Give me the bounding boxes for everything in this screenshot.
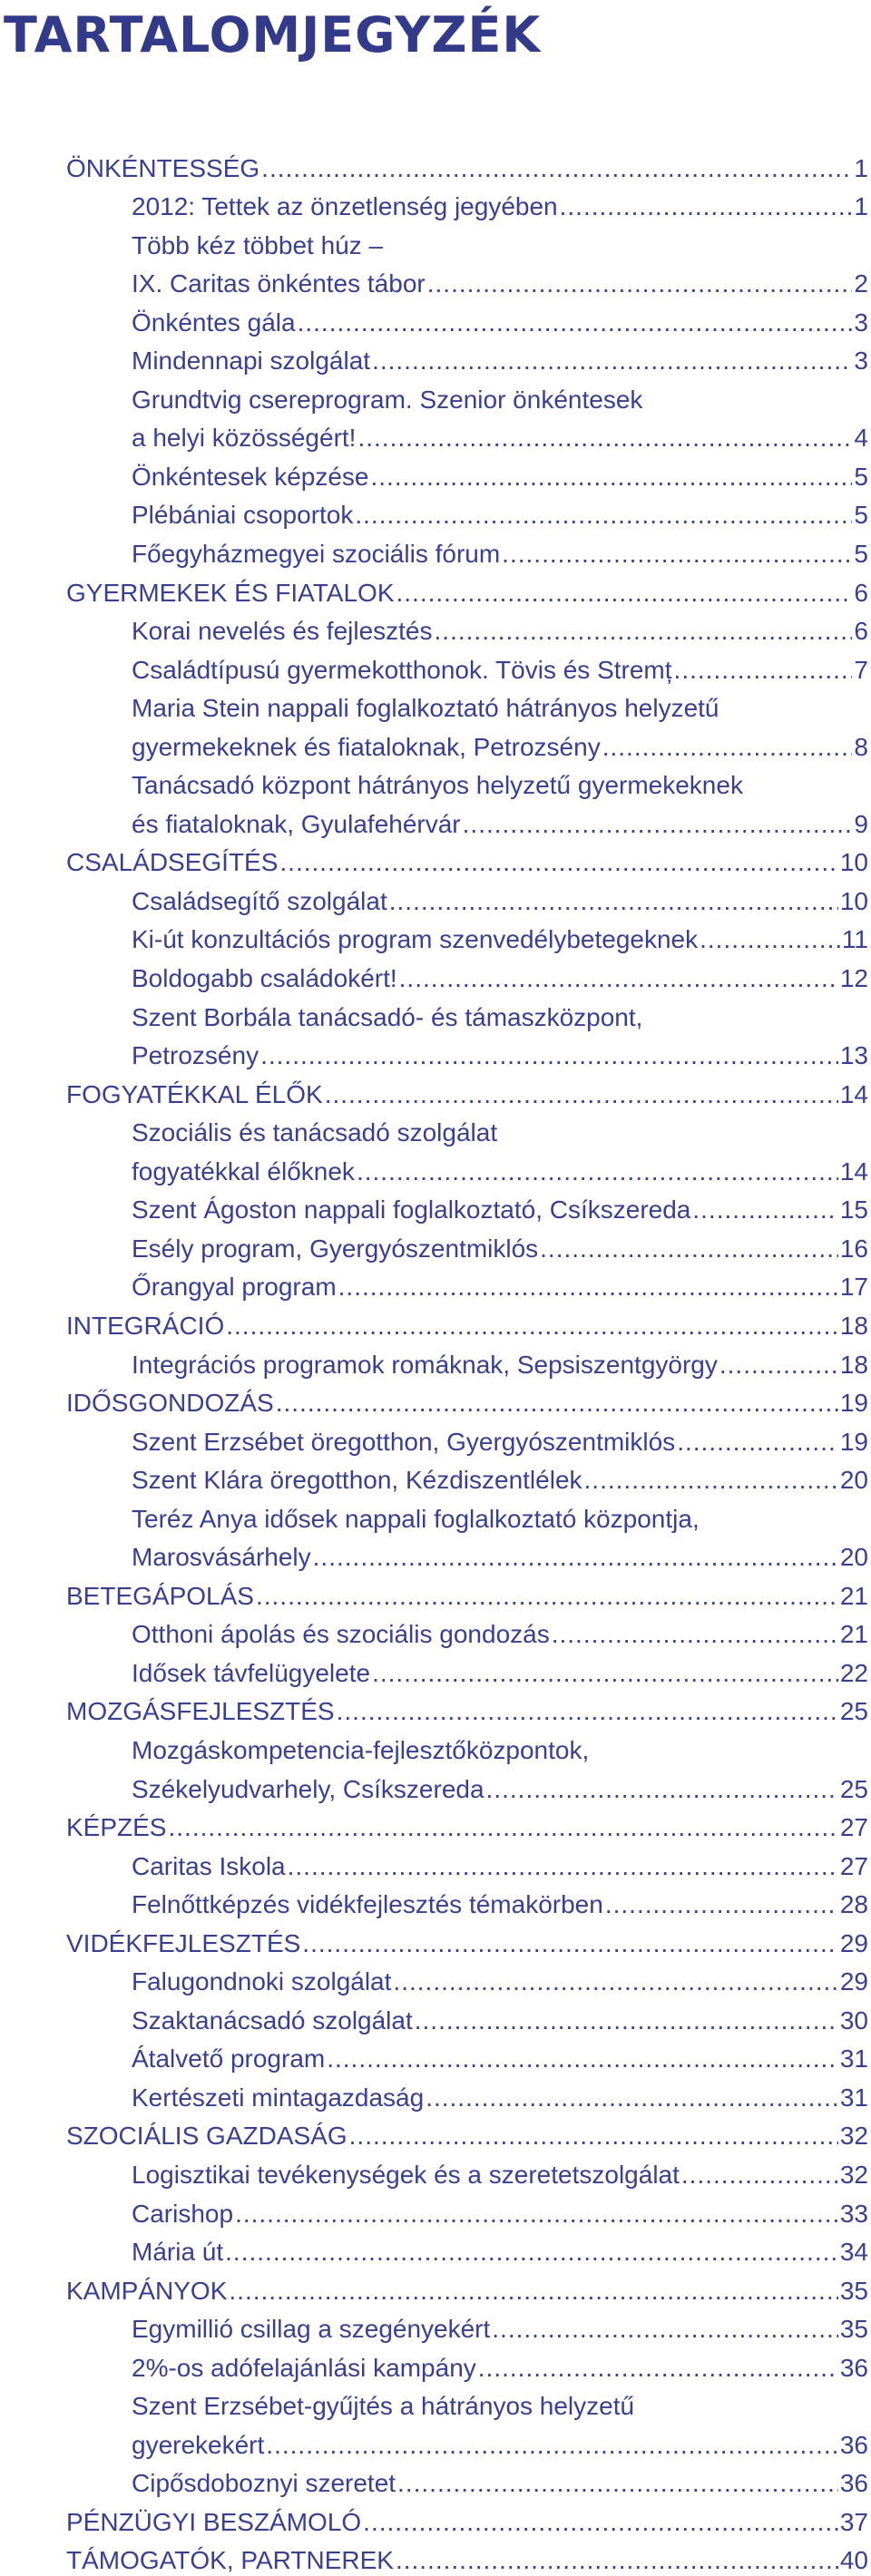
toc-page-number: 20 xyxy=(839,1466,868,1495)
toc-section-entry[interactable] xyxy=(66,1381,868,1420)
toc-page-number: 32 xyxy=(839,2122,868,2151)
toc-entry-label: Szent Borbála tanácsadó- és támaszközpont, xyxy=(132,1002,643,1031)
toc-page-number: 36 xyxy=(839,2469,868,2498)
toc-page-number: 3 xyxy=(854,307,868,337)
toc-subentry[interactable] xyxy=(66,1264,868,1303)
toc-entry-label: Több kéz többet húz – xyxy=(132,230,384,259)
toc-entry-label: Esély program, Gyergyószentmiklós xyxy=(132,1234,539,1263)
toc-page-number: 28 xyxy=(839,1890,868,1919)
dot-leader xyxy=(371,462,853,493)
toc-page-number: 34 xyxy=(839,2238,868,2267)
toc-entry-label: Szent Erzsébet öregotthon, Gyergyószentmiklós xyxy=(132,1427,676,1456)
toc-entry-line[interactable] xyxy=(66,763,868,802)
toc-entry-line[interactable] xyxy=(66,376,868,415)
toc-page-number: 25 xyxy=(839,1774,868,1803)
dot-leader xyxy=(681,2160,838,2191)
toc-page-number: 17 xyxy=(839,1273,868,1302)
toc-page-number: 31 xyxy=(839,2044,868,2073)
dot-leader xyxy=(260,1040,838,1071)
toc-page-number: 15 xyxy=(839,1195,868,1225)
dot-leader xyxy=(349,2121,838,2152)
toc-subentry[interactable] xyxy=(66,261,868,300)
toc-entry-label: Ki-út konzultációs program szenvedélybetegeknek xyxy=(132,925,699,954)
toc-subentry[interactable] xyxy=(66,1225,868,1264)
toc-subentry[interactable] xyxy=(66,184,868,223)
toc-section-entry[interactable] xyxy=(66,840,868,879)
toc-entry-label: Székelyudvarhely, Csíkszereda xyxy=(132,1774,484,1803)
toc-page-number: 22 xyxy=(839,1658,868,1687)
dot-leader xyxy=(372,346,852,376)
toc-subentry[interactable] xyxy=(66,1843,868,1882)
toc-entry-label: Mária út xyxy=(132,2238,224,2267)
toc-section-entry[interactable] xyxy=(66,1071,868,1110)
toc-subentry[interactable] xyxy=(66,1187,868,1226)
toc-subentry[interactable] xyxy=(66,1458,868,1497)
toc-entry-label: Tanácsadó központ hátrányos helyzetű gyermekeknek xyxy=(132,771,743,800)
dot-leader xyxy=(677,1427,838,1458)
toc-entry-label: Idősek távfelügyelete xyxy=(132,1658,371,1687)
toc-subentry[interactable] xyxy=(66,878,868,917)
toc-entry-line[interactable] xyxy=(66,1496,868,1535)
dot-leader xyxy=(415,2005,838,2036)
toc-entry-label: VIDÉKFEJLESZTÉS xyxy=(66,1928,301,1957)
toc-entry-label: Mozgáskompetencia-fejlesztőközpontok, xyxy=(132,1735,590,1764)
toc-page-number: 14 xyxy=(839,1156,868,1186)
toc-entry-label: IDŐSGONDOZÁS xyxy=(66,1389,274,1418)
toc-entry-label: fogyatékkal élőknek xyxy=(132,1156,355,1186)
toc-entry-label: 2%-os adófelajánlási kampány xyxy=(132,2353,476,2382)
toc-entry-label: Cipősdoboznyi szeretet xyxy=(132,2469,396,2498)
dot-leader xyxy=(397,2468,838,2499)
toc-section-entry[interactable] xyxy=(66,1805,868,1844)
toc-subentry[interactable] xyxy=(66,1342,868,1381)
dot-leader xyxy=(372,1658,838,1689)
toc-page-number: 21 xyxy=(839,1581,868,1610)
toc-entry-label: Egymillió csillag a szegényekért xyxy=(132,2315,491,2344)
dot-leader xyxy=(302,1928,838,1959)
toc-entry-label: Boldogabb családokért! xyxy=(132,964,397,993)
toc-entry-label: Családtípusú gyermekotthonok. Tövis és Stremț xyxy=(132,655,672,684)
toc-subentry[interactable] xyxy=(66,1612,868,1651)
toc-entry-label: és fiataloknak, Gyulafehérvár xyxy=(132,809,461,838)
toc-entry-label: TÁMOGATÓK, PARTNEREK xyxy=(66,2546,394,2575)
toc-entry-label: INTEGRÁCIÓ xyxy=(66,1311,225,1340)
toc-entry-label: KÉPZÉS xyxy=(66,1813,167,1842)
dot-leader xyxy=(226,1311,838,1342)
toc-page-number: 19 xyxy=(839,1389,868,1418)
dot-leader xyxy=(229,2276,837,2307)
dot-leader xyxy=(325,1079,838,1110)
dot-leader xyxy=(399,963,838,994)
dot-leader xyxy=(261,153,852,184)
toc-page-number: 7 xyxy=(854,655,868,684)
toc-subentry[interactable] xyxy=(66,647,868,686)
toc-entry-label: Falugondnoki szolgálat xyxy=(132,1967,392,1996)
toc-section-entry[interactable] xyxy=(66,1573,868,1612)
toc-page-number: 33 xyxy=(839,2199,868,2228)
page-title: TARTALOMJEGYZÉK xyxy=(4,6,542,63)
toc-subentry[interactable] xyxy=(66,338,868,377)
toc-subentry[interactable] xyxy=(66,2307,868,2346)
dot-leader xyxy=(355,500,852,531)
toc-page-number: 27 xyxy=(839,1851,868,1880)
dot-leader xyxy=(338,1272,838,1303)
dot-leader xyxy=(584,1465,838,1496)
toc-subentry[interactable] xyxy=(66,1033,868,1072)
toc-entry-label: Szaktanácsadó szolgálat xyxy=(132,2005,413,2034)
dot-leader xyxy=(502,539,852,570)
dot-leader xyxy=(560,191,853,222)
dot-leader xyxy=(279,847,837,878)
toc-page-number: 5 xyxy=(854,540,868,569)
toc-page-number: 14 xyxy=(839,1079,868,1108)
toc-page-number: 25 xyxy=(839,1697,868,1726)
toc-entry-label: Szent Erzsébet-gyűjtés a hátrányos helyzetű xyxy=(132,2392,635,2421)
toc-page-number: 18 xyxy=(839,1350,868,1379)
toc-subentry[interactable] xyxy=(66,493,868,532)
toc-entry-label: BETEGÁPOLÁS xyxy=(66,1581,254,1610)
toc-entry-label: a helyi közösségért! xyxy=(132,424,357,453)
toc-subentry[interactable] xyxy=(66,2230,868,2269)
toc-entry-label: Kertészeti mintagazdaság xyxy=(132,2083,425,2112)
dot-leader xyxy=(427,268,853,299)
toc-subentry[interactable] xyxy=(66,955,868,994)
toc-subentry[interactable] xyxy=(66,2345,868,2384)
toc-page-number: 3 xyxy=(854,346,868,376)
toc-entry-label: ÖNKÉNTESSÉG xyxy=(66,153,260,182)
dot-leader xyxy=(552,1619,838,1650)
toc-entry-label: Átalvető program xyxy=(132,2044,326,2073)
dot-leader xyxy=(435,616,853,647)
toc-page-number: 29 xyxy=(839,1928,868,1957)
toc-entry-line[interactable] xyxy=(66,1727,868,1766)
toc-section-entry[interactable] xyxy=(66,1689,868,1728)
toc-entry-label: Teréz Anya idősek nappali foglalkoztató központja, xyxy=(132,1504,700,1533)
toc-subentry[interactable] xyxy=(66,299,868,338)
toc-page-number: 16 xyxy=(839,1234,868,1263)
toc-entry-label: GYERMEKEK ÉS FIATALOK xyxy=(66,578,395,607)
dot-leader xyxy=(337,1696,838,1727)
toc-entry-label: PÉNZÜGYI BESZÁMOLÓ xyxy=(66,2507,362,2536)
toc-page-number: 18 xyxy=(839,1311,868,1340)
toc-entry-label: Korai nevelés és fejlesztés xyxy=(132,617,433,646)
toc-subentry[interactable] xyxy=(66,2074,868,2113)
dot-leader xyxy=(605,1889,838,1920)
dot-leader xyxy=(540,1234,838,1264)
dot-leader xyxy=(486,1774,838,1805)
toc-page-number: 5 xyxy=(854,501,868,530)
dot-leader xyxy=(674,655,853,686)
toc-entry-label: Szent Ágoston nappali foglalkoztató, Csíkszereda xyxy=(132,1195,691,1225)
dot-leader xyxy=(168,1812,837,1843)
toc-subentry[interactable] xyxy=(66,1535,868,1574)
toc-section-entry[interactable] xyxy=(66,2268,868,2307)
toc-entry-label: gyerekekért xyxy=(132,2430,265,2459)
toc-subentry[interactable] xyxy=(66,1959,868,1998)
dot-leader xyxy=(357,1156,838,1187)
toc-entry-label: Logisztikai tevékenységek és a szeretetszolgálat xyxy=(132,2160,680,2189)
dot-leader xyxy=(396,2545,838,2576)
toc-entry-label: SZOCIÁLIS GAZDASÁG xyxy=(66,2122,347,2151)
dot-leader xyxy=(602,732,853,763)
toc-subentry[interactable] xyxy=(66,454,868,493)
toc-entry-label: Plébániai csoportok xyxy=(132,501,354,530)
toc-entry-label: Felnőttképzés vidékfejlesztés témakörben xyxy=(132,1890,603,1919)
toc-subentry[interactable] xyxy=(66,1419,868,1458)
toc-subentry[interactable] xyxy=(66,1997,868,2036)
toc-entry-label: IX. Caritas önkéntes tábor xyxy=(132,269,426,298)
toc-section-entry[interactable] xyxy=(66,2538,868,2576)
dot-leader xyxy=(463,809,853,840)
toc-subentry[interactable] xyxy=(66,2191,868,2230)
toc-page-number: 5 xyxy=(854,462,868,491)
toc-entry-label: KAMPÁNYOK xyxy=(66,2276,228,2305)
toc-section-entry[interactable] xyxy=(66,2113,868,2152)
toc-subentry[interactable] xyxy=(66,2036,868,2075)
dot-leader xyxy=(357,423,852,454)
toc-page-number: 29 xyxy=(839,1967,868,1996)
toc-entry-label: Őrangyal program xyxy=(132,1273,337,1302)
toc-section-entry[interactable] xyxy=(66,145,868,184)
toc-page-number: 37 xyxy=(839,2507,868,2536)
toc-page-number: 2 xyxy=(854,269,868,298)
toc-page-number: 35 xyxy=(839,2276,868,2305)
toc-subentry[interactable] xyxy=(66,917,868,956)
toc-page-number: 32 xyxy=(839,2160,868,2189)
dot-leader xyxy=(692,1195,837,1225)
dot-leader xyxy=(298,307,853,338)
toc-page-number: 36 xyxy=(839,2430,868,2459)
toc-entry-label: Integrációs programok romáknak, Sepsiszentgyörgy xyxy=(132,1350,718,1379)
toc-entry-label: Mindennapi szolgálat xyxy=(132,346,371,376)
toc-section-entry[interactable] xyxy=(66,1920,868,1959)
toc-page-number: 10 xyxy=(839,886,868,915)
toc-entry-label: Önkéntes gála xyxy=(132,307,296,337)
dot-leader xyxy=(235,2199,838,2230)
toc-page-number: 30 xyxy=(839,2005,868,2034)
toc-entry-line[interactable] xyxy=(66,1110,868,1149)
toc-entry-label: Szociális és tanácsadó szolgálat xyxy=(132,1118,498,1147)
toc-subentry[interactable] xyxy=(66,415,868,454)
dot-leader xyxy=(700,924,840,955)
toc-subentry[interactable] xyxy=(66,531,868,570)
toc-page-number: 10 xyxy=(839,848,868,877)
toc-page-number: 12 xyxy=(839,964,868,993)
toc-section-entry[interactable] xyxy=(66,2499,868,2538)
toc-entry-label: Caritas Iskola xyxy=(132,1851,286,1880)
toc-entry-label: Petrozsény xyxy=(132,1041,259,1070)
toc-entry-line[interactable] xyxy=(66,222,868,261)
toc-entry-label: Önkéntesek képzése xyxy=(132,462,369,491)
toc-page-number: 20 xyxy=(839,1543,868,1572)
toc-entry-label: Otthoni ápolás és szociális gondozás xyxy=(132,1620,550,1649)
toc-page-number: 21 xyxy=(839,1620,868,1649)
toc-section-entry[interactable] xyxy=(66,1303,868,1342)
toc-subentry[interactable] xyxy=(66,2152,868,2191)
toc-entry-label: Grundtvig csereprogram. Szenior önkéntesek xyxy=(132,385,643,414)
toc-page-number: 4 xyxy=(854,424,868,453)
toc-subentry[interactable] xyxy=(66,1148,868,1187)
dot-leader xyxy=(478,2353,838,2384)
toc-page-number: 6 xyxy=(854,578,868,607)
dot-leader xyxy=(396,578,853,609)
toc-page-number: 35 xyxy=(839,2315,868,2344)
toc-subentry[interactable] xyxy=(66,2461,868,2500)
toc-page-number: 9 xyxy=(854,809,868,838)
toc-page-number: 36 xyxy=(839,2353,868,2382)
dot-leader xyxy=(256,1581,838,1612)
toc-page-number: 1 xyxy=(854,192,868,221)
toc-entry-line[interactable] xyxy=(66,686,868,725)
toc-subentry[interactable] xyxy=(66,1650,868,1689)
toc-page-number: 40 xyxy=(839,2546,868,2575)
toc-entry-line[interactable] xyxy=(66,2384,868,2423)
dot-leader xyxy=(276,1388,838,1419)
dot-leader xyxy=(313,1542,838,1573)
toc-page-number: 11 xyxy=(841,925,868,954)
dot-leader xyxy=(492,2314,838,2345)
toc-subentry[interactable] xyxy=(66,801,868,840)
toc-entry-label: Maria Stein nappali foglalkoztató hátrányos helyzetű xyxy=(132,694,719,723)
dot-leader xyxy=(266,2430,838,2461)
toc-section-entry[interactable] xyxy=(66,570,868,609)
toc-page-number: 13 xyxy=(839,1041,868,1070)
toc-entry-label: MOZGÁSFEJLESZTÉS xyxy=(66,1697,335,1726)
toc-entry-label: Főegyházmegyei szociális fórum xyxy=(132,540,501,569)
dot-leader xyxy=(426,2083,838,2113)
toc-subentry[interactable] xyxy=(66,1882,868,1921)
toc-subentry[interactable] xyxy=(66,2422,868,2461)
toc-entry-label: gyermekeknek és fiataloknak, Petrozsény xyxy=(132,732,601,761)
table-of-contents xyxy=(66,145,868,2576)
toc-entry-label: Carishop xyxy=(132,2199,234,2228)
dot-leader xyxy=(393,1966,837,1997)
toc-page-number: 8 xyxy=(854,732,868,761)
toc-entry-label: Szent Klára öregotthon, Kézdiszentlélek xyxy=(132,1466,582,1495)
toc-entry-label: CSALÁDSEGÍTÉS xyxy=(66,848,279,877)
dot-leader xyxy=(719,1350,838,1381)
toc-entry-label: FOGYATÉKKAL ÉLŐK xyxy=(66,1079,323,1108)
dot-leader xyxy=(389,886,838,917)
toc-page-number: 6 xyxy=(854,617,868,646)
toc-subentry[interactable] xyxy=(66,724,868,763)
toc-subentry[interactable] xyxy=(66,609,868,648)
toc-page-number: 27 xyxy=(839,1813,868,1842)
dot-leader xyxy=(327,2044,838,2074)
toc-entry-label: Családsegítő szolgálat xyxy=(132,886,387,915)
toc-subentry[interactable] xyxy=(66,1766,868,1805)
dot-leader xyxy=(288,1851,838,1882)
toc-page-number: 31 xyxy=(839,2083,868,2112)
toc-entry-label: Marosvásárhely xyxy=(132,1543,311,1572)
toc-page-number: 19 xyxy=(839,1427,868,1456)
dot-leader xyxy=(363,2507,838,2538)
toc-entry-label: 2012: Tettek az önzetlenség jegyében xyxy=(132,192,558,221)
toc-entry-line[interactable] xyxy=(66,994,868,1033)
dot-leader xyxy=(225,2237,838,2268)
toc-page-number: 1 xyxy=(854,153,868,182)
